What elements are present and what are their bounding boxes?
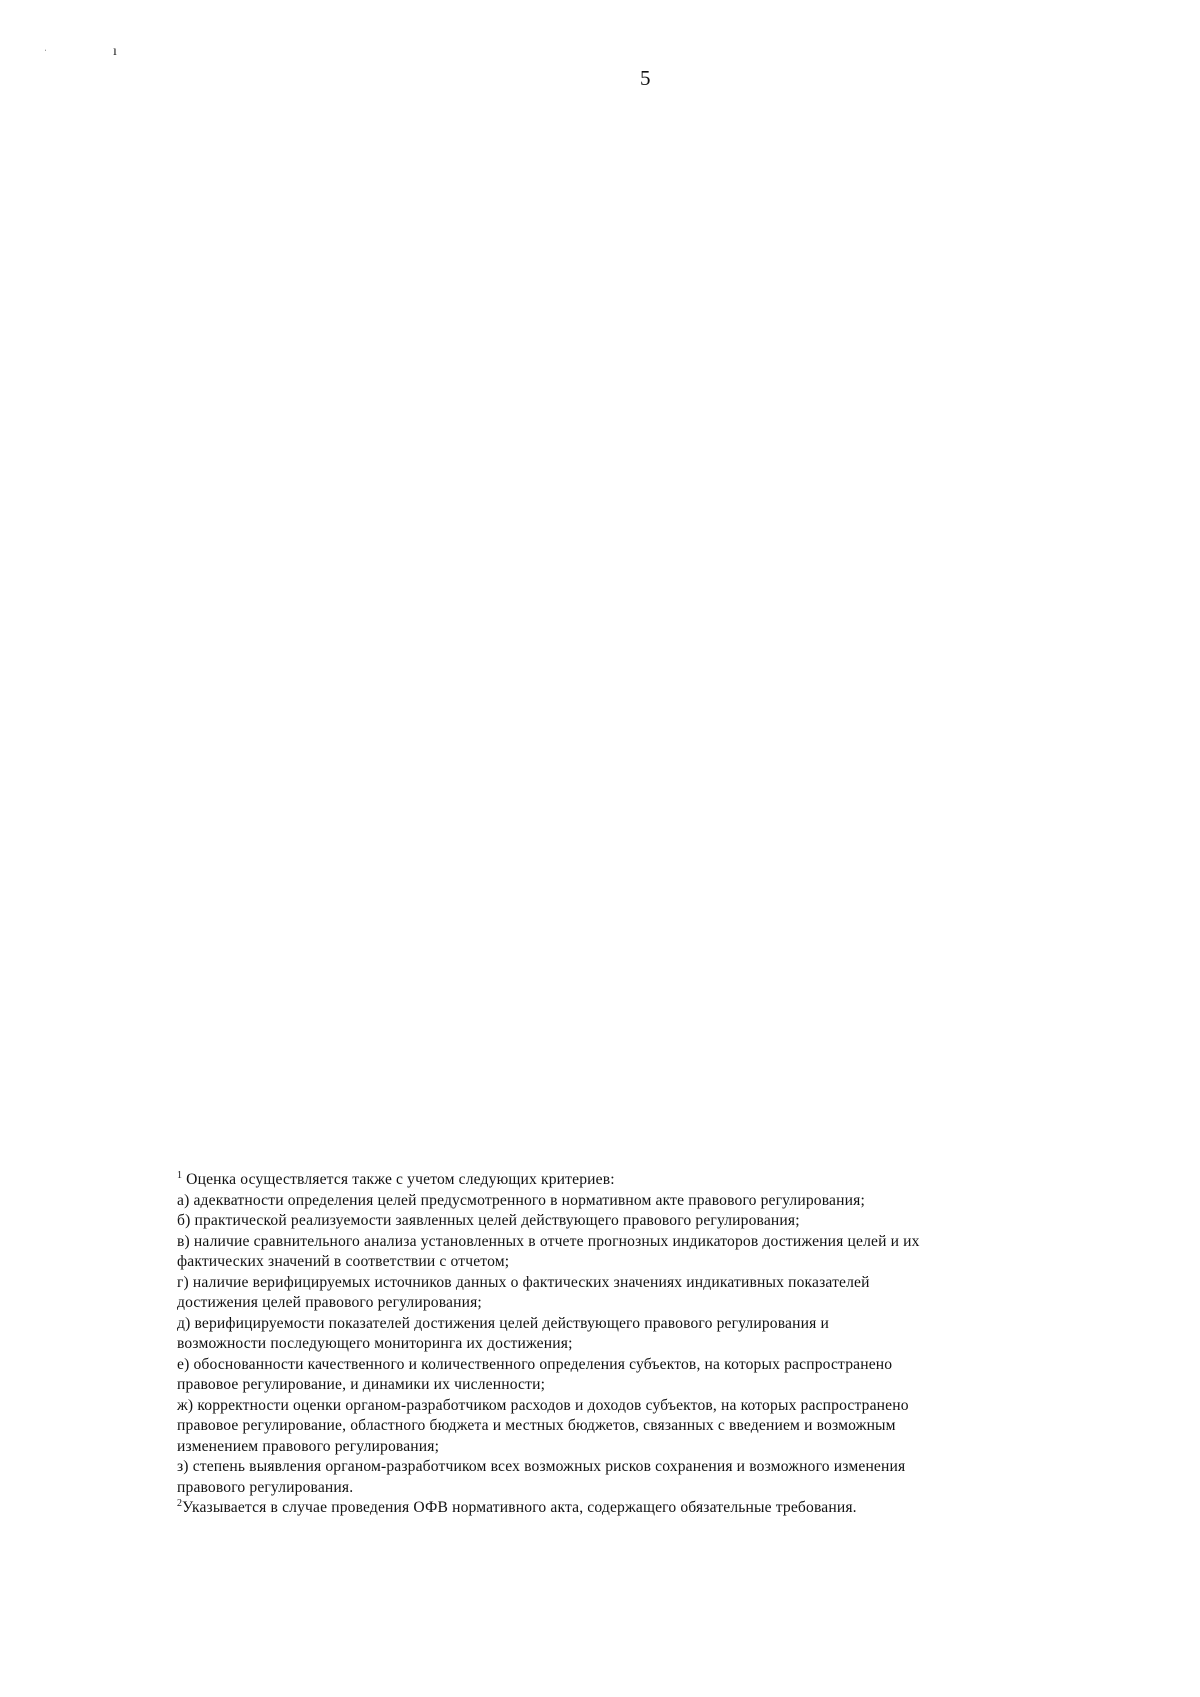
footnote-line: достижения целей правового регулирования;	[177, 1294, 482, 1311]
footnote-line: в) наличие сравнительного анализа установленных в отчете прогнозных индикаторов достижения целей и их	[177, 1232, 920, 1250]
footnote-line: д) верифицируемости показателей достижения целей действующего правового регулирования и	[177, 1314, 829, 1332]
footnote-line: а) адекватности определения целей предусмотренного в нормативном акте правового регулирования;	[177, 1191, 865, 1209]
footnote-marker: 1	[177, 1169, 183, 1181]
footnote-1-intro	[177, 1170, 1147, 1191]
footnote-line: изменением правового регулирования;	[177, 1437, 440, 1455]
footnote-line: правовое регулирование, областного бюджета и местных бюджетов, связанных с введением и возможным	[177, 1417, 896, 1434]
footnote-2	[177, 1498, 1147, 1519]
footnote-line: правовое регулирование, и динамики их численности;	[177, 1376, 546, 1393]
footnote-text: Указывается в случае проведения ОФВ нормативного акта, содержащего обязательные требования.	[182, 1499, 857, 1516]
footnote-line: б) практической реализуемости заявленных целей действующего правового регулирования;	[177, 1212, 800, 1229]
footnote-marker: 2	[177, 1497, 183, 1509]
page-number: 5	[640, 66, 651, 90]
footnote-line: фактических значений в соответствии с отчетом;	[177, 1253, 510, 1270]
scan-speck: ı	[113, 44, 117, 59]
footnote-line: возможности последующего мониторинга их достижения;	[177, 1335, 573, 1352]
footnote-line: ж) корректности оценки органом-разработчиком расходов и доходов субъектов, на которых распространено	[177, 1396, 909, 1414]
footnote-line: е) обоснованности качественного и количественного определения субъектов, на которых распространено	[177, 1355, 893, 1373]
footnotes-block	[177, 1170, 1147, 1519]
footnote-line: г) наличие верифицируемых источников данных о фактических значениях индикативных показателей	[177, 1273, 870, 1291]
footnote-text: Оценка осуществляется также с учетом следующих критериев:	[186, 1171, 615, 1188]
scan-speck: ˌ	[44, 42, 47, 51]
footnote-line: правового регулирования.	[177, 1478, 354, 1496]
footnote-line: з) степень выявления органом-разработчиком всех возможных рисков сохранения и возможного изменения	[177, 1458, 906, 1475]
